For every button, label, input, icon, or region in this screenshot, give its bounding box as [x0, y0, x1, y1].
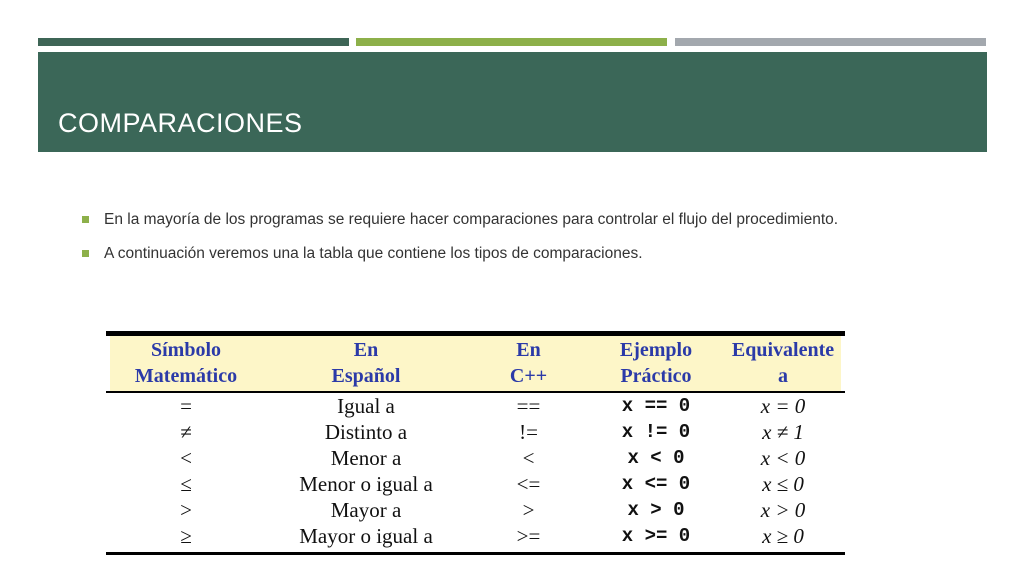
bullet-list — [80, 208, 980, 276]
math-symbol-cell: ≥ — [180, 524, 192, 548]
header-cell: Símbolo Matemático — [134, 339, 238, 387]
bullet-text: En la mayoría de los programas se requiere hacer comparaciones para controlar el flujo del procedimiento. — [104, 211, 839, 228]
spanish-cell: Mayor a — [330, 498, 402, 522]
accent-bar-gray — [675, 38, 986, 46]
math-symbol-cell: < — [180, 446, 192, 470]
table-row — [106, 419, 845, 445]
table-row — [106, 523, 845, 549]
table-row — [106, 497, 845, 523]
bullet-text: A continuación veremos una la tabla que contiene los tipos de comparaciones. — [104, 245, 643, 262]
example-cell: x == 0 — [621, 395, 691, 417]
example-cell: x != 0 — [621, 421, 691, 443]
equivalent-cell: x ≠ 1 — [762, 420, 804, 444]
cpp-operator-cell: <= — [516, 472, 541, 496]
cpp-operator-cell: >= — [516, 524, 541, 548]
header-cell: En C++ — [509, 339, 548, 387]
spanish-cell: Igual a — [337, 394, 395, 418]
cpp-operator-cell: == — [516, 394, 541, 418]
table-bottom-rule — [106, 552, 845, 555]
equivalent-cell: x ≤ 0 — [762, 472, 804, 496]
example-cell: x > 0 — [627, 499, 685, 521]
spanish-cell: Distinto a — [324, 420, 408, 444]
comparison-table — [106, 331, 845, 555]
math-symbol-cell: > — [180, 498, 192, 522]
bullet-item — [80, 208, 980, 242]
bullet-item — [80, 242, 980, 276]
table-header-row — [106, 337, 845, 391]
square-bullet-icon — [82, 216, 89, 223]
spanish-cell: Menor a — [330, 446, 402, 470]
accent-bar-light-green — [356, 38, 667, 46]
slide-title: COMPARACIONES — [58, 108, 303, 138]
math-symbol-cell: ≤ — [180, 472, 192, 496]
example-cell: x >= 0 — [621, 525, 691, 547]
cpp-operator-cell: > — [522, 498, 535, 522]
equivalent-cell: x > 0 — [760, 498, 806, 522]
equivalent-cell: x = 0 — [760, 394, 806, 418]
spanish-cell: Mayor o igual a — [299, 524, 433, 548]
spanish-cell: Menor o igual a — [299, 472, 433, 496]
cpp-operator-cell: < — [522, 446, 535, 470]
accent-bar-dark-green — [38, 38, 349, 46]
header-cell: En Español — [331, 339, 401, 387]
header-cell: Ejemplo Práctico — [619, 339, 693, 387]
example-cell: x < 0 — [627, 447, 685, 469]
example-cell: x <= 0 — [621, 473, 691, 495]
math-symbol-cell: ≠ — [180, 420, 192, 444]
equivalent-cell: x ≥ 0 — [762, 524, 804, 548]
header-cell: Equivalente a — [731, 339, 835, 387]
table-row — [106, 471, 845, 497]
title-banner — [38, 52, 987, 152]
square-bullet-icon — [82, 250, 89, 257]
table-top-rule — [106, 331, 845, 336]
equivalent-cell: x < 0 — [760, 446, 806, 470]
cpp-operator-cell: != — [519, 420, 538, 444]
math-symbol-cell: = — [180, 394, 192, 418]
table-row — [106, 445, 845, 471]
table-row — [106, 393, 845, 419]
